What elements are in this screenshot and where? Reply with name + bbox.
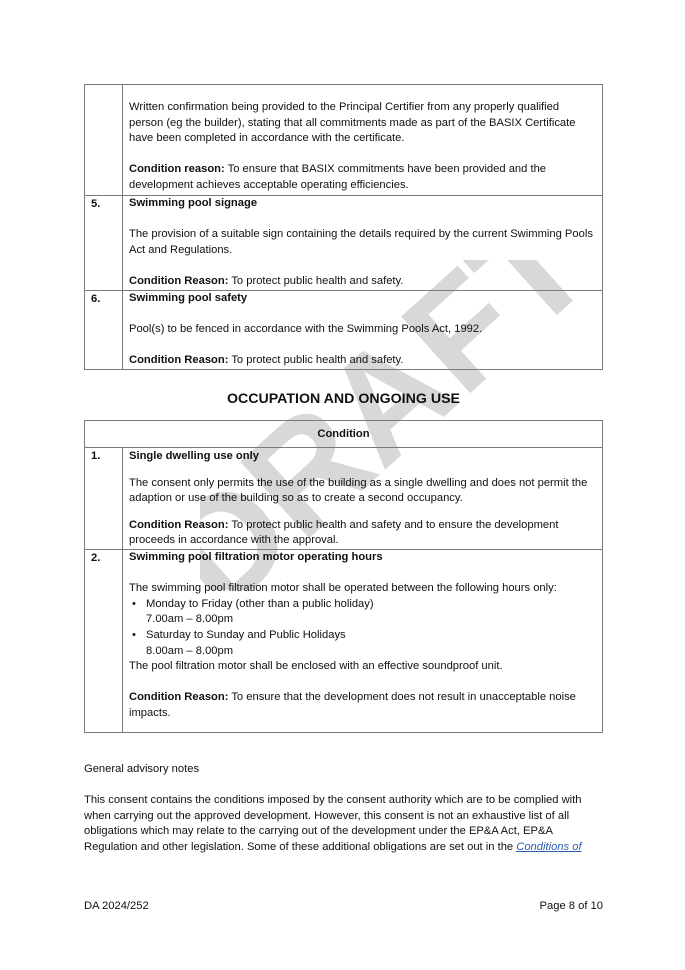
condition-reason-text: To protect public health and safety and to ensure the development proceeds in accordance with the approval. [129, 518, 559, 547]
document-reference: DA 2024/252 [84, 900, 149, 912]
condition-reason-label: Condition Reason: [129, 274, 229, 287]
page-number: Page 8 of 10 [539, 900, 603, 912]
advisory-heading: General advisory notes [84, 763, 200, 775]
condition-text: The consent only permits the use of the building as a single dwelling and does not permit the adaption or use of the building so as to create a second occupancy. [129, 476, 588, 505]
section-title: OCCUPATION AND ONGOING USE [226, 391, 461, 407]
condition-reason-label: Condition reason: [129, 163, 225, 176]
condition-title: Swimming pool signage [129, 197, 258, 209]
condition-reason [129, 162, 596, 193]
conditions-link[interactable]: Conditions of [516, 840, 582, 853]
list-item [132, 597, 596, 613]
table-row [85, 291, 603, 370]
condition-text: Pool(s) to be fenced in accordance with the Swimming Pools Act, 1992. [129, 323, 483, 336]
condition-reason-label: Condition Reason: [129, 518, 229, 531]
condition-reason-label: Condition Reason: [129, 354, 229, 367]
row-number: 6. [85, 291, 123, 370]
bullet-icon: • [132, 597, 136, 610]
condition-intro: The swimming pool filtration motor shall be operated between the following hours only: [129, 582, 557, 595]
condition-reason-label: Condition Reason: [129, 691, 229, 704]
condition-text: The provision of a suitable sign containing the details required by the current Swimming Pools Act and Regulations. [129, 228, 593, 256]
condition-title: Swimming pool safety [129, 292, 248, 304]
list-item [146, 612, 596, 628]
row-number: 5. [85, 196, 123, 291]
condition-reason [129, 274, 596, 290]
conditions-table-continued [84, 84, 603, 370]
table-row [85, 85, 603, 196]
table-row [85, 448, 603, 550]
row-body [123, 196, 603, 291]
advisory-paragraph: This consent contains the conditions imposed by the consent authority which are to be complied with when carrying out the approved development. However, this consent is not an exhaustive list of all obligations which may relate to the carrying out of the development under the EP&A Act, EP&A Regulation and other legislation. Some of these additional obligations are set out in the [84, 794, 582, 853]
advisory-text [84, 793, 603, 855]
hours-value: 8.00am – 8.00pm [146, 644, 234, 657]
condition-title: Single dwelling use only [129, 450, 259, 462]
hours-value: 7.00am – 8.00pm [146, 613, 234, 626]
condition-title: Swimming pool filtration motor operating hours [129, 550, 383, 563]
row-number [85, 85, 123, 196]
watermark-text: DRAFT [200, 260, 580, 590]
row-body [123, 549, 603, 732]
bullet-icon: • [132, 628, 136, 641]
occupation-conditions-table [84, 420, 603, 733]
condition-reason [129, 690, 596, 721]
row-body [123, 291, 603, 370]
hours-list [129, 597, 596, 659]
table-header-row [85, 421, 603, 448]
condition-reason [129, 353, 596, 369]
condition-reason-text: To protect public health and safety. [228, 274, 404, 287]
condition-reason-text: To protect public health and safety. [228, 354, 404, 367]
row-body [123, 448, 603, 550]
table-header: Condition [85, 421, 603, 448]
row-body [123, 85, 603, 196]
condition-reason-text: To ensure that BASIX commitments have been provided and the development achieves acceptable operating efficiencies. [129, 163, 547, 191]
table-row [85, 196, 603, 291]
condition-reason [129, 518, 596, 549]
hours-label: Monday to Friday (other than a public holiday) [146, 597, 374, 610]
list-item [132, 628, 596, 644]
hours-label: Saturday to Sunday and Public Holidays [146, 628, 346, 641]
condition-reason-text: To ensure that the development does not result in unacceptable noise impacts. [129, 691, 576, 719]
table-row [85, 549, 603, 732]
row-number: 1. [85, 448, 123, 550]
condition-text: Written confirmation being provided to the Principal Certifier from any properly qualified person (eg the builder), stating that all commitments made as part of the BASIX Certificate have been completed in accordance with the certificate. [129, 101, 576, 145]
row-number: 2. [85, 549, 123, 732]
advisory-notes [84, 762, 603, 856]
list-item [146, 644, 596, 660]
condition-text: The pool filtration motor shall be enclosed with an effective soundproof unit. [129, 660, 503, 673]
